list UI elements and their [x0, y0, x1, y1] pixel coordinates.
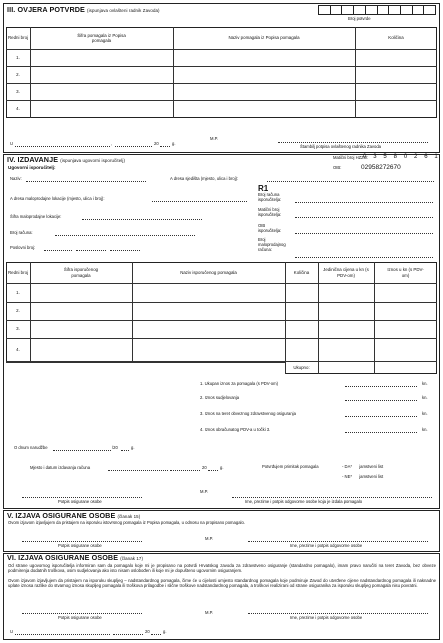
poslovni-field-3[interactable] [110, 250, 140, 251]
place-field[interactable] [15, 634, 110, 635]
column-header: Iznos u kn (s PDV-om) [387, 267, 424, 278]
adresa-prod-field[interactable] [152, 201, 247, 202]
date-field[interactable] [113, 634, 143, 635]
sig-right-label: Ime, prezime i potpis odgovorne osobe [290, 543, 363, 548]
section-iv-title [7, 156, 125, 164]
maticni-label: Matični broj HZZO: [333, 155, 369, 160]
mjesto-year: 20 [202, 465, 207, 470]
column-header: Naziv pomagala iz Popisa pomagala [228, 35, 300, 41]
row-number: 1. [16, 54, 20, 60]
poslovni-field-2[interactable] [76, 250, 106, 251]
right-field-label: OIB isporučitelja: [258, 223, 282, 233]
section-iv-subtitle: (ispunjava ugovorni isporučitelj) [60, 158, 126, 163]
odnum-g: g. [131, 445, 135, 450]
adresa-field[interactable] [267, 181, 434, 182]
table-row-line [6, 100, 437, 101]
column-header: Šifra pomagala iz Popisa pomagala [77, 32, 126, 43]
odnum-year-field[interactable] [121, 450, 129, 451]
adresa-prod-label: A dresa maloprodajne lokacije (mjesto, ulica i broj): [10, 196, 105, 201]
row-number: 3. [16, 326, 20, 332]
ne-label: - NE* [342, 474, 353, 479]
sig-right-line[interactable] [232, 497, 432, 498]
right-field-label: Broj maloprodajnog računa: [258, 237, 286, 252]
section-vi-article: (članak 17) [120, 556, 144, 561]
oib-label: OIB: [333, 165, 342, 170]
row-number: 1. [16, 289, 20, 295]
row-number: 4. [16, 106, 20, 112]
sig-left-line[interactable] [22, 497, 142, 498]
column-header: Količina [293, 269, 310, 275]
kn-unit: kn. [422, 411, 428, 416]
row-number: 2. [16, 308, 20, 314]
section-iv-title-text: IV. IZDAVANJE [7, 155, 59, 164]
broj-potvrde-label: Broj potvrde [348, 16, 371, 21]
row-number: 4. [16, 346, 20, 352]
section-iii-title-text: III. OVJERA POTVRDE [7, 5, 85, 14]
section-vi-title [7, 554, 143, 562]
sig-right-line[interactable] [248, 541, 428, 542]
date-g: g. [163, 629, 167, 634]
sum-label: 3. Iznos na teret obveznog zdravstvenog osiguranja [200, 411, 296, 416]
sig-right-line[interactable] [248, 613, 428, 614]
sum-label: 1. Ukupan iznos za pomagala (s PDV-om) [200, 381, 278, 386]
odnum-year: /20 [112, 445, 118, 450]
poslovni-field[interactable] [44, 250, 72, 251]
mjesto-date-field[interactable] [170, 470, 200, 471]
adresa-label: A dresa sjedišta (mjesto, ulica i broj): [170, 176, 239, 181]
naziv-label: Naziv: [10, 176, 22, 181]
sig-left-label: Potpis osigurane osobe [58, 543, 102, 548]
date-year: 20 [154, 141, 159, 146]
mp-stamp: M.P. [200, 489, 209, 494]
section-v-title-text: V. IZJAVA OSIGURANE OSOBE [7, 511, 116, 520]
date-suffix: g. [172, 141, 176, 146]
date-sep: , [111, 141, 113, 146]
ukupno-label: Ukupno: [293, 364, 310, 370]
section-vi-para2: Ovom izjavom izjavljujem da pristajem na isporuku skupljeg – nadstandardnog pomagala, čime će u cijelosti umjesto standardnog pomagala koje podmiruje Zavod do utvrđene cijene nadstandardnog pomagala ili naknadne uplate iznosa razlike do stvarnog iznosa skupljeg pomagala ili troškova prilagodbe i slične troškove nadstandardnog pomagala, a troškovi realizirani od strane osiguranika za isporuku skupljeg pomagala nisu povratni. [8, 578, 436, 589]
table-row-line [6, 338, 437, 339]
da-note: jamstveni list [359, 464, 384, 469]
date-field[interactable] [115, 146, 152, 147]
mp-stamp: M.P. [205, 536, 214, 541]
sum-label: 4. Iznos obračunatog PDV-a u točki 3. [200, 427, 271, 432]
column-header: Naziv isporučenog pomagala [180, 269, 237, 275]
ne-note: jamstveni list [359, 474, 384, 479]
naziv-field[interactable] [26, 181, 146, 182]
year-field[interactable] [160, 146, 170, 147]
broj-potvrde-boxes[interactable] [318, 5, 436, 15]
mjesto-label: Mjesto i datum izdavanja računa [30, 465, 91, 470]
right-field-line[interactable] [295, 202, 433, 203]
kn-unit: kn. [422, 395, 428, 400]
mp-stamp: M.P. [205, 610, 214, 615]
date-year: 20 [145, 629, 150, 634]
sig-left-label: Potpis osigurane osobe [58, 499, 102, 504]
sifra-label: Šifra maloprodajne lokacije: [10, 214, 62, 219]
right-field-line[interactable] [295, 257, 433, 258]
section-iii-subtitle: (ispunjava ovlašteni radnik Zavoda) [87, 8, 160, 13]
table-blank-area [6, 362, 285, 376]
r1-label: R1 [258, 184, 269, 193]
sum-field[interactable] [345, 432, 417, 433]
section-iii-title [7, 6, 160, 14]
table-row-line [6, 83, 437, 84]
poslovni-label: Poslovni broj: [10, 245, 36, 250]
table-row-line [6, 302, 437, 303]
sig-left-line[interactable] [22, 541, 142, 542]
column-header: Količina [388, 35, 404, 41]
kn-unit: kn. [422, 427, 428, 432]
table-row-line [6, 49, 437, 50]
sum-field[interactable] [345, 416, 417, 417]
table-row-line [6, 66, 437, 67]
place-field[interactable] [15, 146, 110, 147]
year-field[interactable] [151, 634, 161, 635]
signature-label: Štambilj potpisa ovlaštenog radnika Zavoda [300, 144, 382, 149]
mjesto-g: g. [220, 465, 224, 470]
right-field-line[interactable] [295, 233, 433, 234]
section-vi-para1: Od strane ugovornog isporučitelja informiran sam da pomagalo koje mi je propisano na potvrdi Hrvatskog zavoda za zdravstveno osiguranje (standardno pomagalo), imam pravo naručiti na teret Zavoda, bez obveze podmirenja dodatnih troškova, osim sudjelovanja ako isto nisam oslobođen ili koje mi je dopušteno ugovornim osiguranjem. [8, 563, 436, 574]
odnum-label: O dnum narudžbe [14, 445, 48, 450]
maticni-value: 0 3 5 8 0 2 6 1 [363, 154, 441, 160]
row-number: 2. [16, 71, 20, 77]
potvrdjujem-label: Potvrđujem primitak pomagala [262, 464, 319, 469]
signature-line[interactable] [278, 142, 428, 143]
broj-racuna-label: Broj računa: [10, 230, 33, 235]
mjesto-year-field[interactable] [208, 470, 218, 471]
section-v-text: Ovom izjavom izjavljujem da pristajem na isporuku istovrsnog pomagala iz Popisa pomagala, u odnosu na propisano pomagalo. [8, 520, 245, 525]
sum-field[interactable] [345, 386, 417, 387]
right-field-label: Matični broj isporučitelja: [258, 207, 282, 217]
broj-racuna-field[interactable] [55, 235, 195, 236]
date-prefix: U [10, 141, 14, 146]
column-header: Redni broj [7, 269, 28, 275]
sig-left-line[interactable] [22, 613, 142, 614]
table-row-line [6, 283, 437, 284]
sum-label: 2. Iznos sudjelovanja [200, 395, 240, 400]
row-number: 3. [16, 88, 20, 94]
section-vi-title-text: VI. IZJAVA OSIGURANE OSOBE [7, 553, 119, 562]
oib-value: 02958272670 [361, 164, 401, 171]
mjesto-field[interactable] [108, 470, 168, 471]
ugovorni-label: Ugovorni isporučitelj: [8, 165, 56, 170]
table-row-line [6, 320, 437, 321]
column-header: Redni broj [7, 35, 28, 41]
sig-left-label: Potpis osigurane osobe [58, 615, 102, 620]
odnum-field[interactable] [53, 450, 111, 451]
right-field-line[interactable] [295, 217, 433, 218]
mp-stamp: M.P. [210, 136, 219, 141]
sig-right-label: Ime, prezime i potpis odgovorne osobe koja je izdala pomagalo [245, 499, 363, 504]
da-option[interactable] [342, 465, 383, 470]
column-header: Šifra isporučenog pomagala [63, 267, 99, 278]
ne-option[interactable] [342, 475, 383, 480]
kn-unit: kn. [422, 381, 428, 386]
section-v-article: (članak 15) [117, 514, 141, 519]
sifra-field[interactable] [82, 219, 202, 220]
da-label: - DA* [342, 464, 353, 469]
sum-field[interactable] [345, 400, 417, 401]
date-prefix: U [10, 629, 14, 634]
right-field-label: Broj računa isporučitelja: [258, 192, 282, 202]
sig-right-label: Ime, prezime i potpis odgovorne osobe [290, 615, 363, 620]
column-header: Jedinična cijena u kn (s PDV-om) [323, 267, 369, 278]
